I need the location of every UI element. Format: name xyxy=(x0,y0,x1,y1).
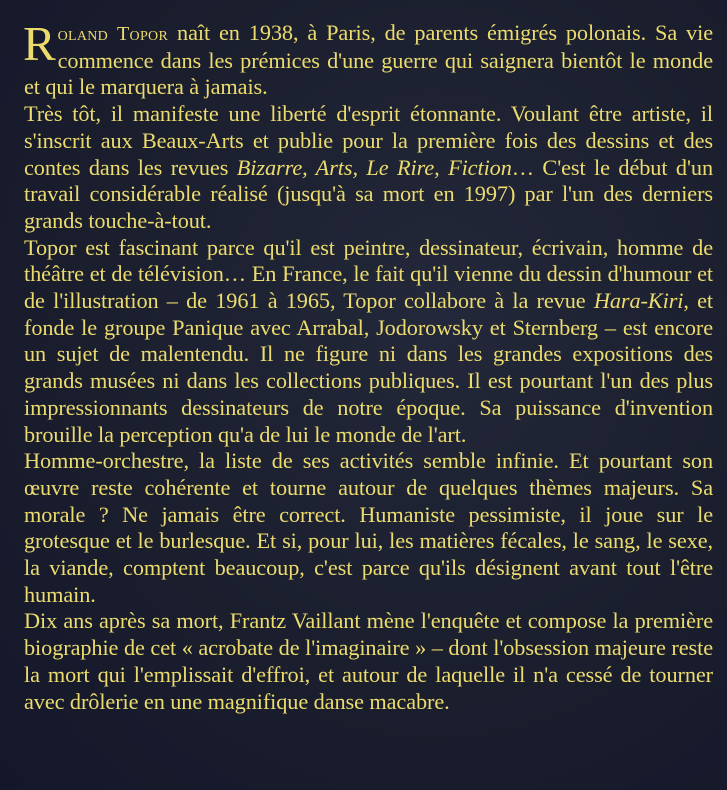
paragraph-beginnings-part1: Très tôt, il manifeste une liberté d'esprit étonnante. Voulant être artiste, il s'inscrit aux Beaux-Arts et publie pour la première fois des dessins et des contes dans les revues xyxy=(24,101,713,180)
author-first-name-rest: oland xyxy=(57,23,109,45)
revue-hara-kiri: Hara-Kiri xyxy=(593,288,684,314)
paragraph-fascination-part1: Topor est fascinant parce qu'il est peintre, dessinateur, écrivain, homme de théâtre et de télévision… En France, le fait qu'il vienne du dessin d'humour et de l'illustration – de 1961 à 1965, Topor collabore à la revue xyxy=(24,234,713,314)
paragraph-beginnings xyxy=(24,101,713,235)
blurb-text xyxy=(23,16,714,715)
paragraph-biography xyxy=(24,608,713,715)
paragraph-fascination xyxy=(24,235,713,449)
paragraph-biography-text: Dix ans après sa mort, Frantz Vaillant mène l'enquête et compose la première biographie de cet « acrobate de l'imaginaire » – dont l'obsession majeure reste la mort qui l'emplissait d'effroi, et autour de laquelle il n'a cessé de tourner avec drôlerie en une magnifique danse macabre. xyxy=(24,608,713,714)
paragraph-beginnings-part2: … C'est le début d'un travail considérable réalisé (jusqu'à sa mort en 1997) par l'un des derniers grands touche-à-tout. xyxy=(24,154,713,233)
author-last-name: Topor xyxy=(117,23,169,45)
paragraph-fascination-part2: , et fonde le groupe Panique avec Arrabal, Jodorowsky et Sternberg – est encore un sujet de malentendu. Il ne figure ni dans les grandes expositions des grands musées ni dans les collections publiques. Il est pourtant l'un des plus impressionnants dessinateurs de notre époque. Sa puissance d'invention brouille la perception qu'a de lui le monde de l'art. xyxy=(24,288,714,447)
paragraph-intro xyxy=(23,16,713,101)
paragraph-themes-text: Homme-orchestre, la liste de ses activités semble infinie. Et pourtant son œuvre reste cohérente et tourne autour de quelques thèmes majeurs. Sa morale ? Ne jamais être correct. Humaniste pessimiste, il joue sur le grotesque et le burlesque. Et si, pour lui, les matières fécales, le sang, le sexe, la viande, comptent beaucoup, c'est parce qu'ils désignent avant tout l'être humain. xyxy=(24,448,713,607)
revues-list: Bizarre, Arts, Le Rire, Fiction xyxy=(236,154,512,180)
drop-cap: R xyxy=(23,16,56,71)
paragraph-intro-body: naît en 1938, à Paris, de parents émigrés polonais. Sa vie commence dans les prémices d'une guerre qui saignera bientôt le monde et qui le marquera à jamais. xyxy=(24,20,713,100)
paragraph-themes xyxy=(24,448,713,608)
